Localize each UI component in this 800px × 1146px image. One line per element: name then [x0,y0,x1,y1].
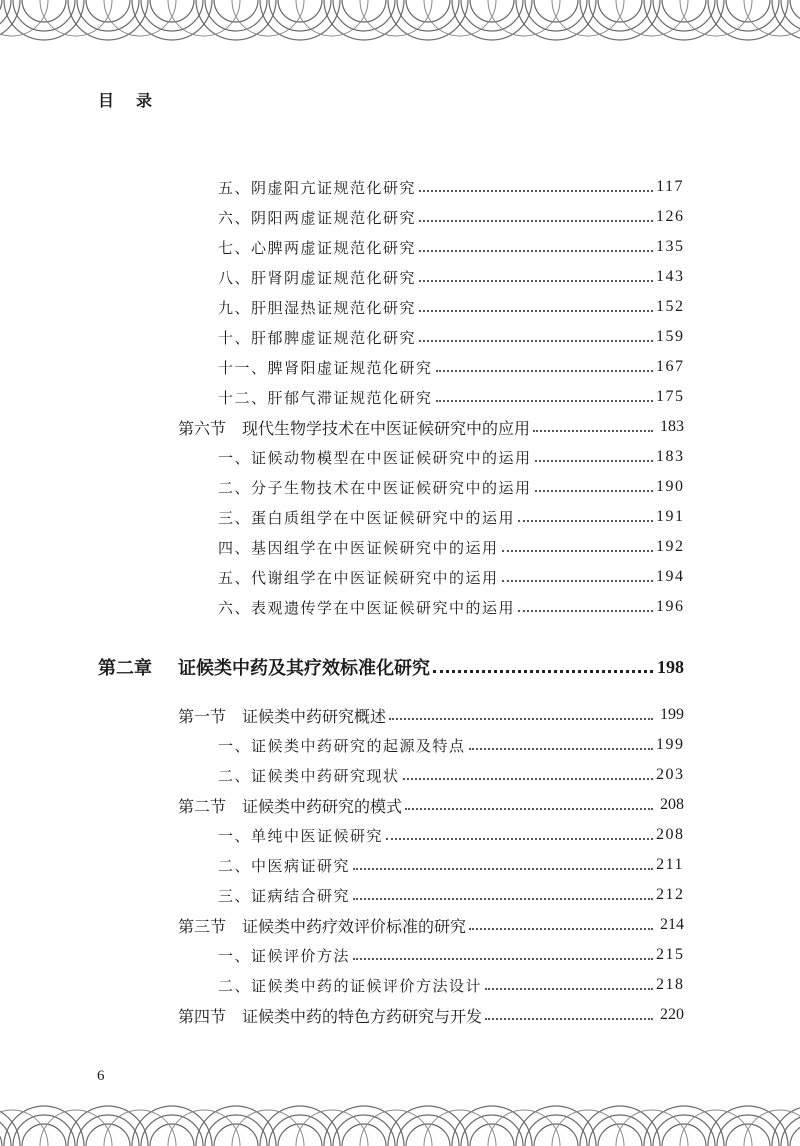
toc-entry-title: 十一、脾肾阳虚证规范化研究 [218,358,433,377]
toc-item-entry [0,970,800,1000]
toc-entry-title: 一、证候动物模型在中医证候研究中的运用 [218,448,532,467]
top-wave-ornament [0,0,800,70]
dot-leader [419,220,653,222]
dot-leader [419,310,653,312]
toc-entry-page: 208 [660,796,684,813]
dot-leader [403,778,653,780]
toc-entry-title: 十二、肝郁气滞证规范化研究 [218,388,433,407]
dot-leader [518,520,653,522]
toc-entry-page: 183 [660,418,684,435]
toc-item-entry [0,262,800,292]
toc-entry-title: 六、阴阳两虚证规范化研究 [218,208,417,227]
toc-entry-page: 135 [656,238,685,255]
toc-section-entry [0,1000,800,1030]
toc-entry-page: 183 [656,448,685,465]
dot-leader [469,748,653,750]
toc-entry-page: 159 [656,328,685,345]
toc-item-entry [0,442,800,472]
toc-entry-title: 一、单纯中医证候研究 [218,826,384,845]
toc-entry-title: 证候类中药及其疗效标准化研究 [178,658,430,679]
toc-entry-title: 三、蛋白质组学在中医证候研究中的运用 [218,508,516,527]
toc-entry-page: 218 [656,976,685,993]
toc-entry-title: 一、证候类中药研究的起源及特点 [218,736,466,755]
toc-entry-title: 四、基因组学在中医证候研究中的运用 [218,538,499,557]
dot-leader [469,928,653,930]
toc-entry-title: 九、肝胆湿热证规范化研究 [218,298,417,317]
toc-entry-number: 第二节 [178,796,227,816]
toc-entry-page: 215 [656,946,685,963]
dot-leader [533,430,653,432]
toc-entry-page: 191 [656,508,685,525]
toc-item-entry [0,172,800,202]
toc-entry-page: 212 [656,886,685,903]
toc-entry-page: 199 [656,736,685,753]
toc-entry-number: 第一节 [178,706,227,726]
toc-section-entry [0,910,800,940]
toc-section-entry [0,700,800,730]
bottom-wave-ornament [0,1076,800,1146]
dot-leader [502,580,653,582]
dot-leader [436,400,653,402]
toc-item-entry [0,760,800,790]
toc-entry-page: 126 [656,208,685,225]
toc-entry-page: 203 [656,766,685,783]
dot-leader [485,988,653,990]
dot-leader [518,610,653,612]
toc-entry-title: 七、心脾两虚证规范化研究 [218,238,417,257]
toc-entry-page: 190 [656,478,685,495]
toc-item-entry [0,940,800,970]
toc-entry-page: 198 [657,656,684,677]
dot-leader [419,340,653,342]
toc-item-entry [0,880,800,910]
toc-entry-page: 194 [656,568,685,585]
toc-section-entry [0,790,800,820]
toc-entry-title: 二、证候类中药研究现状 [218,766,400,785]
toc-section-entry [0,412,800,442]
toc-entry-number: 第四节 [178,1006,227,1026]
page-title: 目录 [98,91,175,110]
toc-entry-page: 199 [660,706,684,723]
toc-item-entry [0,232,800,262]
toc-entry-title: 五、阴虚阳亢证规范化研究 [218,178,417,197]
toc-entry-page: 220 [660,1006,684,1023]
dot-leader [419,280,653,282]
toc-entry-title: 二、分子生物技术在中医证候研究中的运用 [218,478,532,497]
toc-item-entry [0,820,800,850]
page-number: 6 [97,1068,105,1084]
toc-entry-title: 五、代谢组学在中医证候研究中的运用 [218,568,499,587]
toc-entry-page: 152 [656,298,685,315]
dot-leader [353,898,653,900]
toc-item-entry [0,382,800,412]
toc-entry-title: 证候类中药的特色方药研究与开发 [242,1006,483,1026]
toc-entry-title: 证候类中药疗效评价标准的研究 [242,916,467,936]
toc-entry-title: 二、中医病证研究 [218,856,351,875]
toc-item-entry [0,562,800,592]
dot-leader [389,718,653,720]
dot-leader [353,868,653,870]
toc-entry-page: 192 [656,538,685,555]
toc-entry-number: 第三节 [178,916,227,936]
toc-item-entry [0,322,800,352]
toc-entry-title: 证候类中药研究概述 [242,706,387,726]
dot-leader [535,490,653,492]
toc-entry-title: 八、肝肾阴虚证规范化研究 [218,268,417,287]
toc-entry-page: 196 [656,598,685,615]
dot-leader [433,670,653,673]
toc-entry-page: 208 [656,826,685,843]
toc-entry-page: 214 [660,916,684,933]
toc-entry-page: 211 [656,856,684,873]
toc-entry-page: 143 [656,268,685,285]
toc-entry-title: 六、表观遗传学在中医证候研究中的运用 [218,598,516,617]
toc-entry-title: 现代生物学技术在中医证候研究中的应用 [242,418,531,438]
toc-item-entry [0,472,800,502]
dot-leader [405,808,653,810]
toc-entry-title: 一、证候评价方法 [218,946,351,965]
dot-leader [502,550,653,552]
dot-leader [535,460,653,462]
dot-leader [419,190,653,192]
dot-leader [436,370,653,372]
toc-entry-page: 167 [656,358,685,375]
toc-entry-title: 三、证病结合研究 [218,886,351,905]
toc-item-entry [0,592,800,622]
toc-item-entry [0,202,800,232]
dot-leader [419,250,653,252]
toc-entry-title: 十、肝郁脾虚证规范化研究 [218,328,417,347]
toc-entry-title: 证候类中药研究的模式 [242,796,403,816]
toc-item-entry [0,730,800,760]
toc-item-entry [0,352,800,382]
dot-leader [386,838,653,840]
toc-entry-number: 第二章 [98,658,152,679]
toc-entry-page: 117 [656,178,684,195]
toc-entry-page: 175 [656,388,685,405]
toc-entry-number: 第六节 [178,418,227,438]
toc-item-entry [0,502,800,532]
toc-item-entry [0,532,800,562]
dot-leader [485,1018,653,1020]
toc-entry-title: 二、证候类中药的证候评价方法设计 [218,976,483,995]
toc-item-entry [0,850,800,880]
dot-leader [353,958,653,960]
toc-chapter-entry [0,652,800,682]
toc-item-entry [0,292,800,322]
